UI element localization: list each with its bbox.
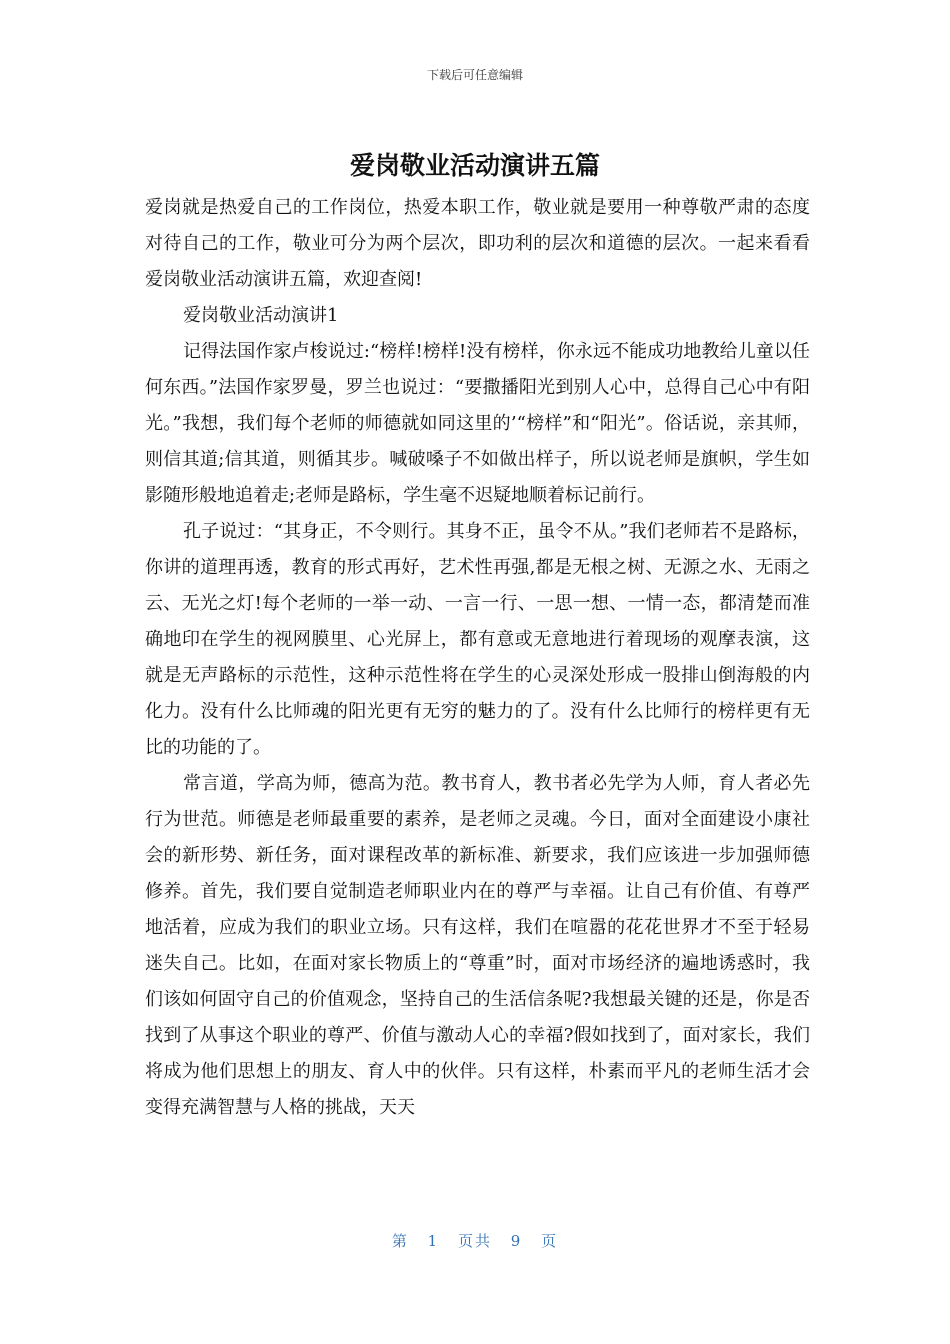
header-note: 下载后可任意编辑 [426,68,523,82]
page-label-suffix: 页 [541,1232,559,1250]
body-paragraph: 记得法国作家卢梭说过:“榜样!榜样!没有榜样，你永远不能成功地教给儿童以任何东西。”法国作家罗曼，罗兰也说过：“要撒播阳光到别人心中，总得自己心中有阳光。”我想，我们每个老师的师德就如同这里的’“榜样”和“阳光”。俗话说，亲其师，则信其道;信其道，则循其步。喊破嗓子不如做出样子，所以说老师是旗帜，学生如影随形般地追着走;老师是路标，学生毫不迟疑地顺着标记前行。 [145,341,810,506]
total-pages: 9 [510,1232,523,1250]
section-heading: 爱岗敬业活动演讲1 [183,305,339,326]
body-paragraph: 孔子说过：“其身正，不令则行。其身不正，虽令不从。”我们老师若不是路标，你讲的道理再透，教育的形式再好，艺术性再强,都是无根之树、无源之水、无雨之云、无光之灯!每个老师的一举一动、一言一行、一思一想、一情一态，都清楚而准确地印在学生的视网膜里、心光屏上，都有意或无意地进行着现场的观摩表演，这就是无声路标的示范性，这种示范性将在学生的心灵深处形成一股排山倒海般的内化力。没有什么比师魂的阳光更有无穷的魅力的了。没有什么比师行的榜样更有无比的功能的了。 [145,521,810,758]
page-label-prefix: 第 [391,1232,409,1250]
intro-paragraph: 爱岗就是热爱自己的工作岗位，热爱本职工作，敬业就是要用一种尊敬严肃的态度对待自己的工作，敬业可分为两个层次，即功利的层次和道德的层次。一起来看看爱岗敬业活动演讲五篇，欢迎查阅! [145,197,810,290]
document-body [145,190,810,1126]
page-footer [0,1230,950,1251]
page-number: 1 [427,1232,440,1250]
document-title: 爱岗敬业活动演讲五篇 [349,151,600,180]
page-label-middle: 页共 [457,1232,492,1250]
body-paragraph: 常言道，学高为师，德高为范。教书育人，教书者必先学为人师，育人者必先行为世范。师德是老师最重要的素养，是老师之灵魂。今日，面对全面建设小康社会的新形势、新任务，面对课程改革的新标准、新要求，我们应该进一步加强师德修养。首先，我们要自觉制造老师职业内在的尊严与幸福。让自己有价值、有尊严地活着，应成为我们的职业立场。只有这样，我们在喧嚣的花花世界才不至于轻易迷失自己。比如，在面对家长物质上的“尊重”时，面对市场经济的遍地诱惑时，我们该如何固守自己的价值观念，坚持自己的生活信条呢?我想最关键的还是，你是否找到了从事这个职业的尊严、价值与激动人心的幸福?假如找到了，面对家长，我们将成为他们思想上的朋友、育人中的伙伴。只有这样，朴素而平凡的老师生活才会变得充满智慧与人格的挑战，天天 [145,773,810,1118]
